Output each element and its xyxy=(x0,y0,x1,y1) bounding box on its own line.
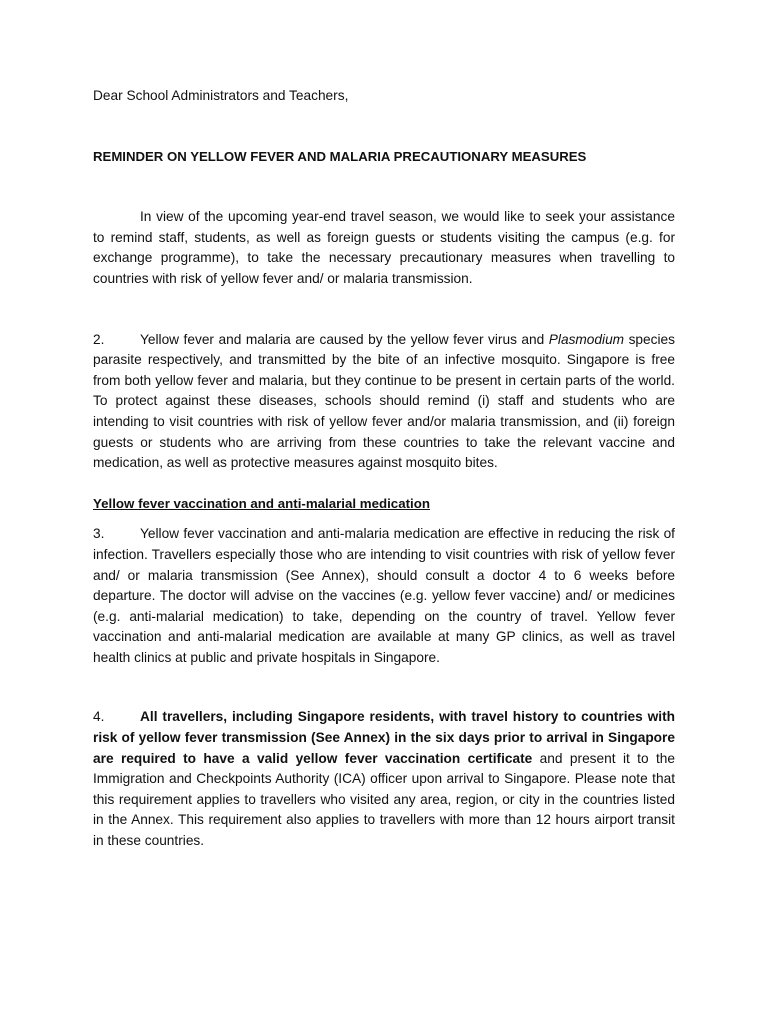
paragraph-4 xyxy=(93,707,675,851)
paragraph-4-text: and present it to the Immigration and Checkpoints Authority (ICA) officer upon arrival to Singapore. Please note that this requirement applies to travellers who visited any area, region, or city in the countries listed in the Annex. This requirement also applies to travellers with more than 12 hours airport transit in these countries. xyxy=(93,750,676,849)
paragraph-2-text-b: species parasite respectively, and transmitted by the bite of an infective mosquito. Singapore is free from both yellow fever and malaria, but they continue to be present in certain parts of the world. To protect against these diseases, schools should remind (i) staff and students who are intending to visit countries with risk of yellow fever and/or malaria transmission, and (ii) foreign guests or students who are arriving from these countries to take the relevant vaccine and medication, as well as protective measures against mosquito bites. xyxy=(93,331,675,471)
paragraph-2 xyxy=(93,330,675,474)
salutation: Dear School Administrators and Teachers, xyxy=(93,88,349,103)
paragraph-3 xyxy=(93,524,675,668)
section-heading: Yellow fever vaccination and anti-malarial medication xyxy=(93,495,430,511)
paragraph-4-bold: All travellers, including Singapore residents, with travel history to countries with risk of yellow fever transmission (See Annex) in the six days prior to arrival in Singapore are required to have a valid yellow fever vaccination certificate xyxy=(93,709,675,766)
paragraph-3-number: 3. xyxy=(93,526,105,542)
paragraph-2-text-a: Yellow fever and malaria are caused by the yellow fever virus and xyxy=(140,331,549,347)
paragraph-3-text: Yellow fever vaccination and anti-malaria medication are effective in reducing the risk of infection. Travellers especially those who are intending to visit countries with risk of yellow fever and/ or malaria transmission (See Annex), should consult a doctor 4 to 6 weeks before departure. The doctor will advise on the vaccines (e.g. yellow fever vaccine) and/ or medicines (e.g. anti-malarial medication) to take, depending on the country of travel. Yellow fever vaccination and anti-malarial medication are available at many GP clinics, as well as travel health clinics at public and private hospitals in Singapore. xyxy=(93,526,675,665)
paragraph-2-italic: Plasmodium xyxy=(548,331,625,347)
letter-title: REMINDER ON YELLOW FEVER AND MALARIA PRECAUTIONARY MEASURES xyxy=(93,148,587,164)
paragraph-2-number: 2. xyxy=(93,331,105,347)
paragraph-1: In view of the upcoming year-end travel season, we would like to seek your assistance to remind staff, students, as well as foreign guests or students visiting the campus (e.g. for exchange programme), to take the necessary precautionary measures when travelling to countries with risk of yellow fever and/ or malaria transmission. xyxy=(93,209,675,286)
paragraph-4-number: 4. xyxy=(93,709,105,725)
letter-page xyxy=(93,86,675,852)
